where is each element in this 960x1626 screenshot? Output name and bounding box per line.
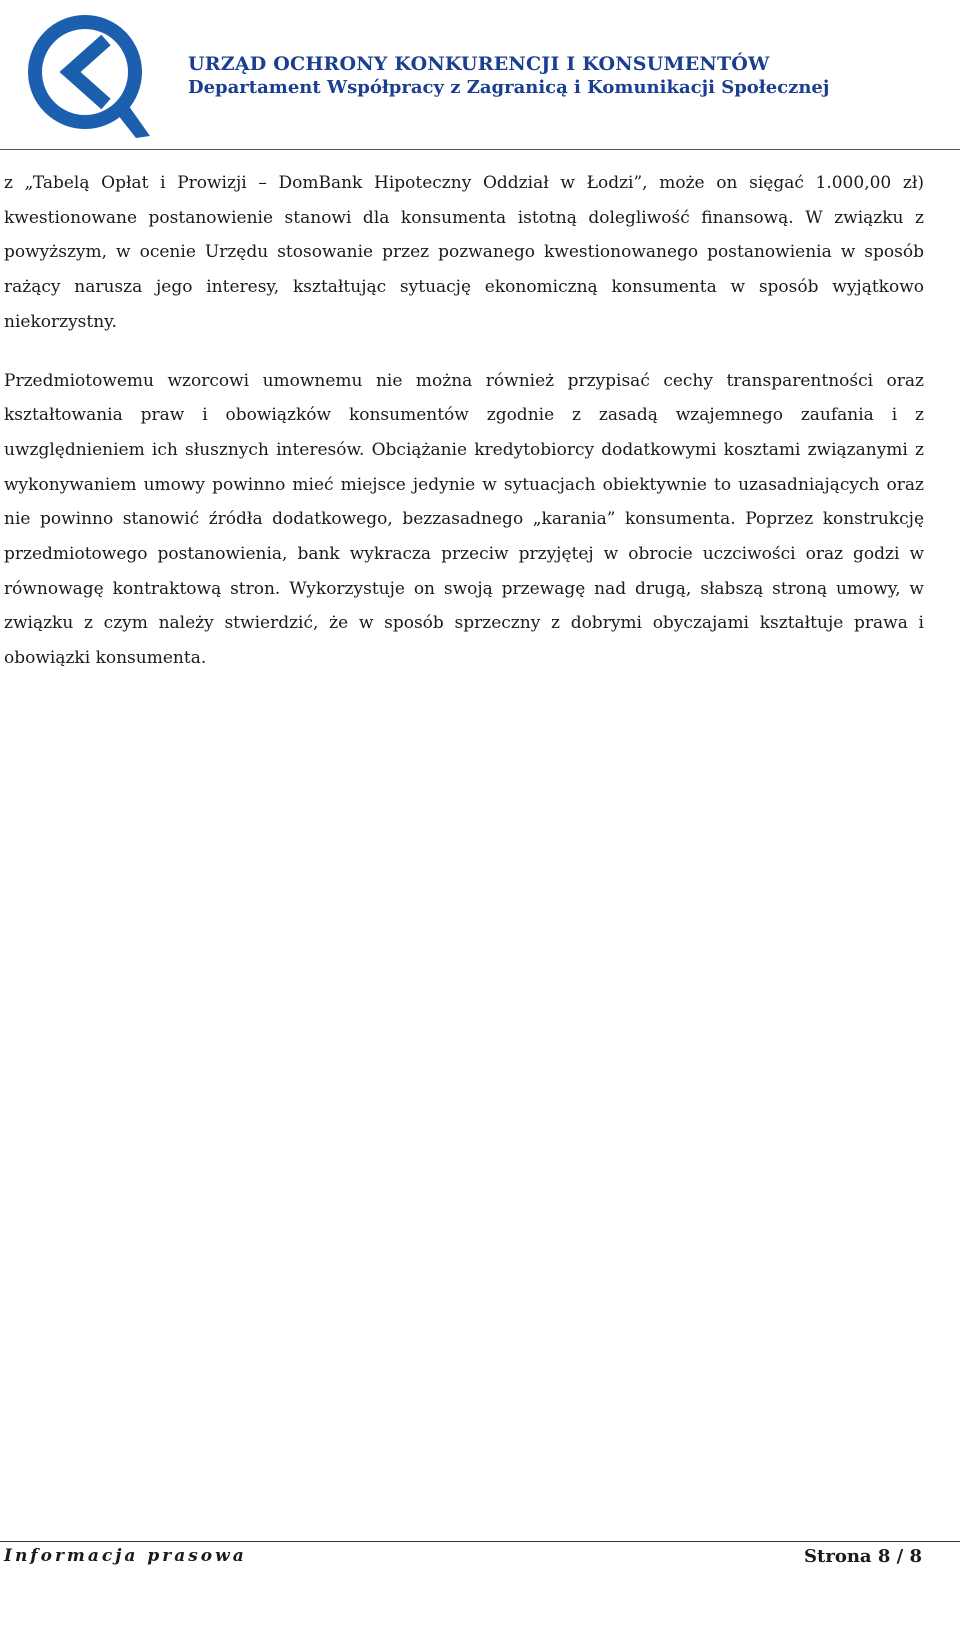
- page-number: Strona 8 / 8: [804, 1546, 922, 1567]
- page-header: [0, 0, 960, 150]
- document-body: [4, 166, 924, 676]
- footer-divider: [0, 1541, 960, 1542]
- footer-label: Informacja prasowa: [4, 1546, 247, 1566]
- paragraph: Przedmiotowemu wzorcowi umownemu nie można również przypisać cechy transparentności oraz kształtowania praw i obowiązków konsumentów zgodnie z zasadą wzajemnego zaufania i z uwzględnieniem ich słusznych interesów. Obciążanie kredytobiorcy dodatkowymi kosztami związanymi z wykonywaniem umowy powinno mieć miejsce jedynie w sytuacjach obiektywnie to uzasadniających oraz nie powinno stanowić źródła dodatkowego, bezzasadnego „karania” konsumenta. Poprzez konstrukcję przedmiotowego postanowienia, bank wykracza przeciw przyjętej w obrocie uczciwości oraz godzi w równowagę kontraktową stron. Wykorzystuje on swoją przewagę nad drugą, słabszą stroną umowy, w związku z czym należy stwierdzić, że w sposób sprzeczny z dobrymi obyczajami kształtuje prawa i obowiązki konsumenta.: [4, 370, 924, 669]
- department-name: Departament Współpracy z Zagranicą i Komunikacji Społecznej: [188, 77, 830, 98]
- uokik-logo-icon: [22, 10, 152, 140]
- organization-name: URZĄD OCHRONY KONKURENCJI I KONSUMENTÓW: [188, 53, 770, 75]
- paragraph: z „Tabelą Opłat i Prowizji – DomBank Hipoteczny Oddział w Łodzi”, może on sięgać 1.000,00 zł) kwestionowane postanowienie stanowi dla konsumenta istotną dolegliwość finansową. W związku z powyższym, w ocenie Urzędu stosowanie przez pozwanego kwestionowanego postanowienia w sposób rażący narusza jego interesy, kształtując sytuację ekonomiczną konsumenta w sposób wyjątkowo niekorzystny.: [4, 173, 924, 332]
- header-divider: [0, 149, 960, 150]
